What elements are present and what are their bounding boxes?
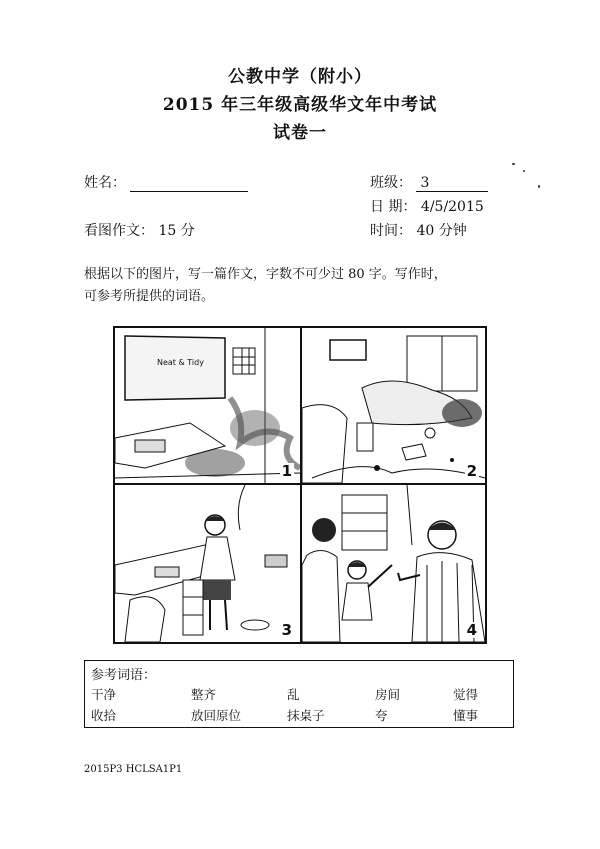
panel-number-1: 1 [281, 462, 292, 480]
school-name: 公教中学（附小） [228, 67, 372, 87]
panel-number-2: 2 [466, 462, 477, 480]
instructions-line-2: 可参考所提供的词语。 [84, 289, 215, 304]
vocabulary-title: 参考词语： [91, 668, 157, 683]
name-label: 姓名： [84, 175, 126, 191]
class-value: 3 [416, 175, 488, 192]
messy-bedroom-illustration [302, 328, 485, 483]
section-marks: 15 分 [158, 223, 195, 239]
panel-number-4: 4 [466, 621, 477, 639]
vocabulary-word: 收拾 [91, 708, 117, 723]
scan-speck [512, 163, 515, 165]
comic-panel-3 [115, 485, 302, 642]
comic-panel-1 [115, 328, 302, 485]
exam-title: 2015 年三年级高级华文年中考试 [162, 95, 438, 115]
date-value: 4/5/2015 [420, 199, 484, 215]
section-heading [84, 220, 195, 240]
vocabulary-row-2 [91, 706, 511, 724]
time-field [370, 220, 467, 240]
messy-room-illustration [115, 328, 300, 483]
instructions [84, 264, 447, 308]
vocabulary-word: 房间 [375, 687, 401, 702]
name-field [84, 172, 248, 192]
panel-number-3: 3 [281, 621, 292, 639]
scan-speck [523, 170, 525, 172]
paper-title: 试卷一 [273, 123, 327, 143]
instructions-line-1: 根据以下的图片，写一篇作文，字数不可少过 80 字。写作时， [84, 267, 447, 282]
vocabulary-word: 乱 [287, 687, 300, 702]
vocabulary-word: 抹桌子 [287, 708, 325, 723]
vocabulary-word: 懂事 [453, 708, 479, 723]
vocabulary-word: 觉得 [453, 687, 479, 702]
vocabulary-word: 放回原位 [191, 708, 242, 723]
date-field [370, 196, 484, 216]
class-field [370, 172, 488, 192]
parents-praising-illustration [302, 485, 485, 642]
comic-panel-4 [302, 485, 485, 642]
vocabulary-word: 干净 [91, 687, 117, 702]
vocabulary-box [84, 660, 514, 728]
time-label: 时间： [370, 223, 412, 239]
boy-cleaning-illustration [115, 485, 300, 642]
scan-speck [538, 185, 540, 188]
comic-panel-2 [302, 328, 485, 485]
class-label: 班级： [370, 175, 412, 191]
paper-code: 2015P3 HCLSA1P1 [84, 764, 183, 775]
time-value: 40 分钟 [416, 223, 467, 239]
comic-strip [113, 326, 487, 644]
vocabulary-word: 整齐 [191, 687, 217, 702]
section-label: 看图作文： [84, 223, 154, 239]
vocabulary-word: 夸 [375, 708, 388, 723]
vocabulary-row-1 [91, 685, 511, 703]
date-label: 日 期： [370, 199, 417, 215]
name-blank[interactable] [130, 175, 248, 192]
poster-text: Neat & Tidy [157, 358, 204, 367]
